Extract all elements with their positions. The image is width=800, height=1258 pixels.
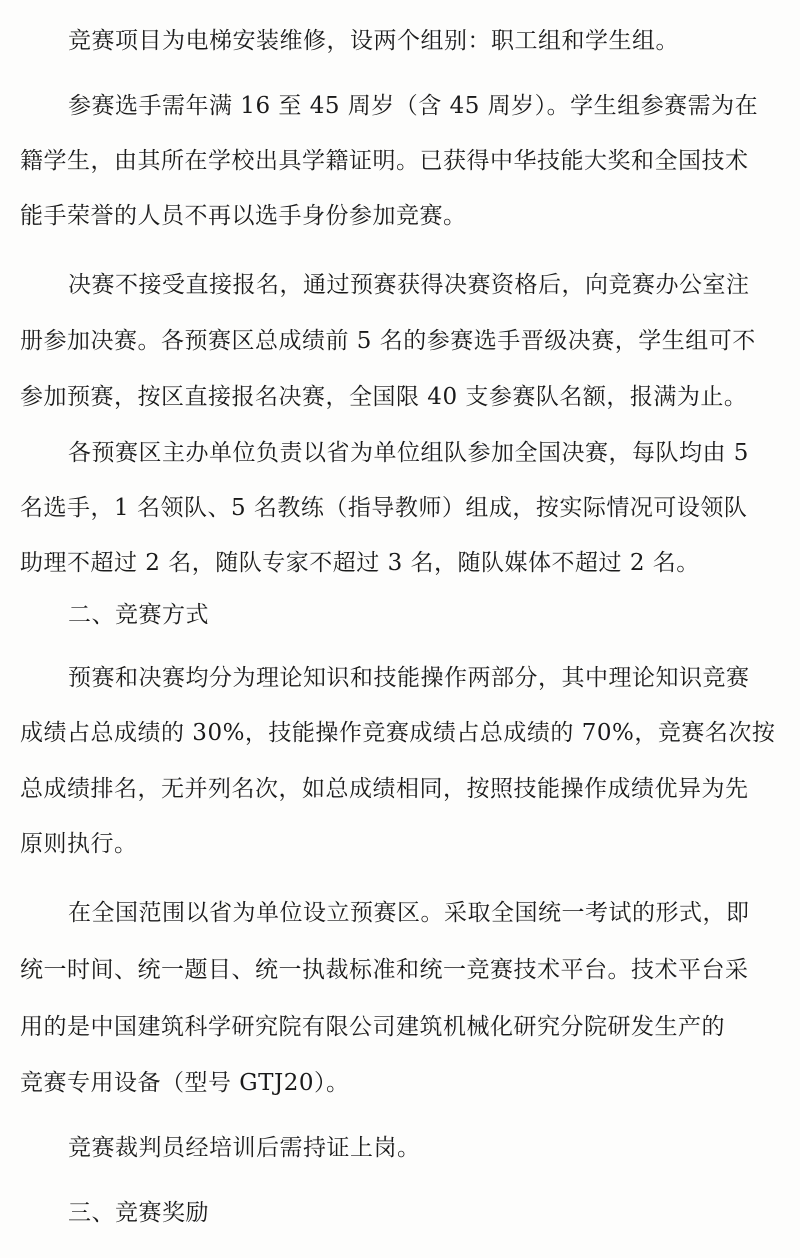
text-line: 预赛和决赛均分为理论知识和技能操作两部分，其中理论知识竞赛 — [68, 665, 750, 691]
text-line: 参加预赛，按区直接报名决赛，全国限 40 支参赛队名额，报满为止。 — [20, 384, 748, 410]
text-line: 原则执行。 — [20, 831, 138, 857]
text-line: 册参加决赛。各预赛区总成绩前 5 名的参赛选手晋级决赛，学生组可不 — [20, 328, 756, 354]
text-line: 助理不超过 2 名，随队专家不超过 3 名，随队媒体不超过 2 名。 — [20, 550, 700, 576]
text-line: 能手荣誉的人员不再以选手身份参加竞赛。 — [20, 203, 467, 229]
text-line: 决赛不接受直接报名，通过预赛获得决赛资格后，向竞赛办公室注 — [68, 272, 750, 298]
text-line: 竞赛专用设备（型号 GTJ20）。 — [20, 1070, 350, 1096]
text-line: 各预赛区主办单位负责以省为单位组队参加全国决赛，每队均由 5 — [68, 440, 749, 466]
text-line: 总成绩排名，无并列名次，如总成绩相同，按照技能操作成绩优异为先 — [20, 776, 749, 802]
text-line: 在全国范围以省为单位设立预赛区。采取全国统一考试的形式，即 — [68, 900, 750, 926]
text-line: 成绩占总成绩的 30%，技能操作竞赛成绩占总成绩的 70%，竞赛名次按 — [20, 720, 776, 746]
text-line: 参赛选手需年满 16 至 45 周岁（含 45 周岁）。学生组参赛需为在 — [68, 93, 759, 119]
text-line: 竞赛项目为电梯安装维修，设两个组别：职工组和学生组。 — [68, 28, 679, 54]
text-line: 籍学生，由其所在学校出具学籍证明。已获得中华技能大奖和全国技术 — [20, 148, 749, 174]
text-line: 统一时间、统一题目、统一执裁标准和统一竞赛技术平台。技术平台采 — [20, 957, 749, 983]
text-line: 竞赛裁判员经培训后需持证上岗。 — [68, 1135, 421, 1161]
text-line: 名选手，1 名领队、5 名教练（指导教师）组成，按实际情况可设领队 — [20, 495, 748, 521]
section-heading: 三、竞赛奖励 — [68, 1200, 209, 1226]
text-line: 用的是中国建筑科学研究院有限公司建筑机械化研究分院研发生产的 — [20, 1014, 725, 1040]
section-heading: 二、竞赛方式 — [68, 602, 209, 628]
